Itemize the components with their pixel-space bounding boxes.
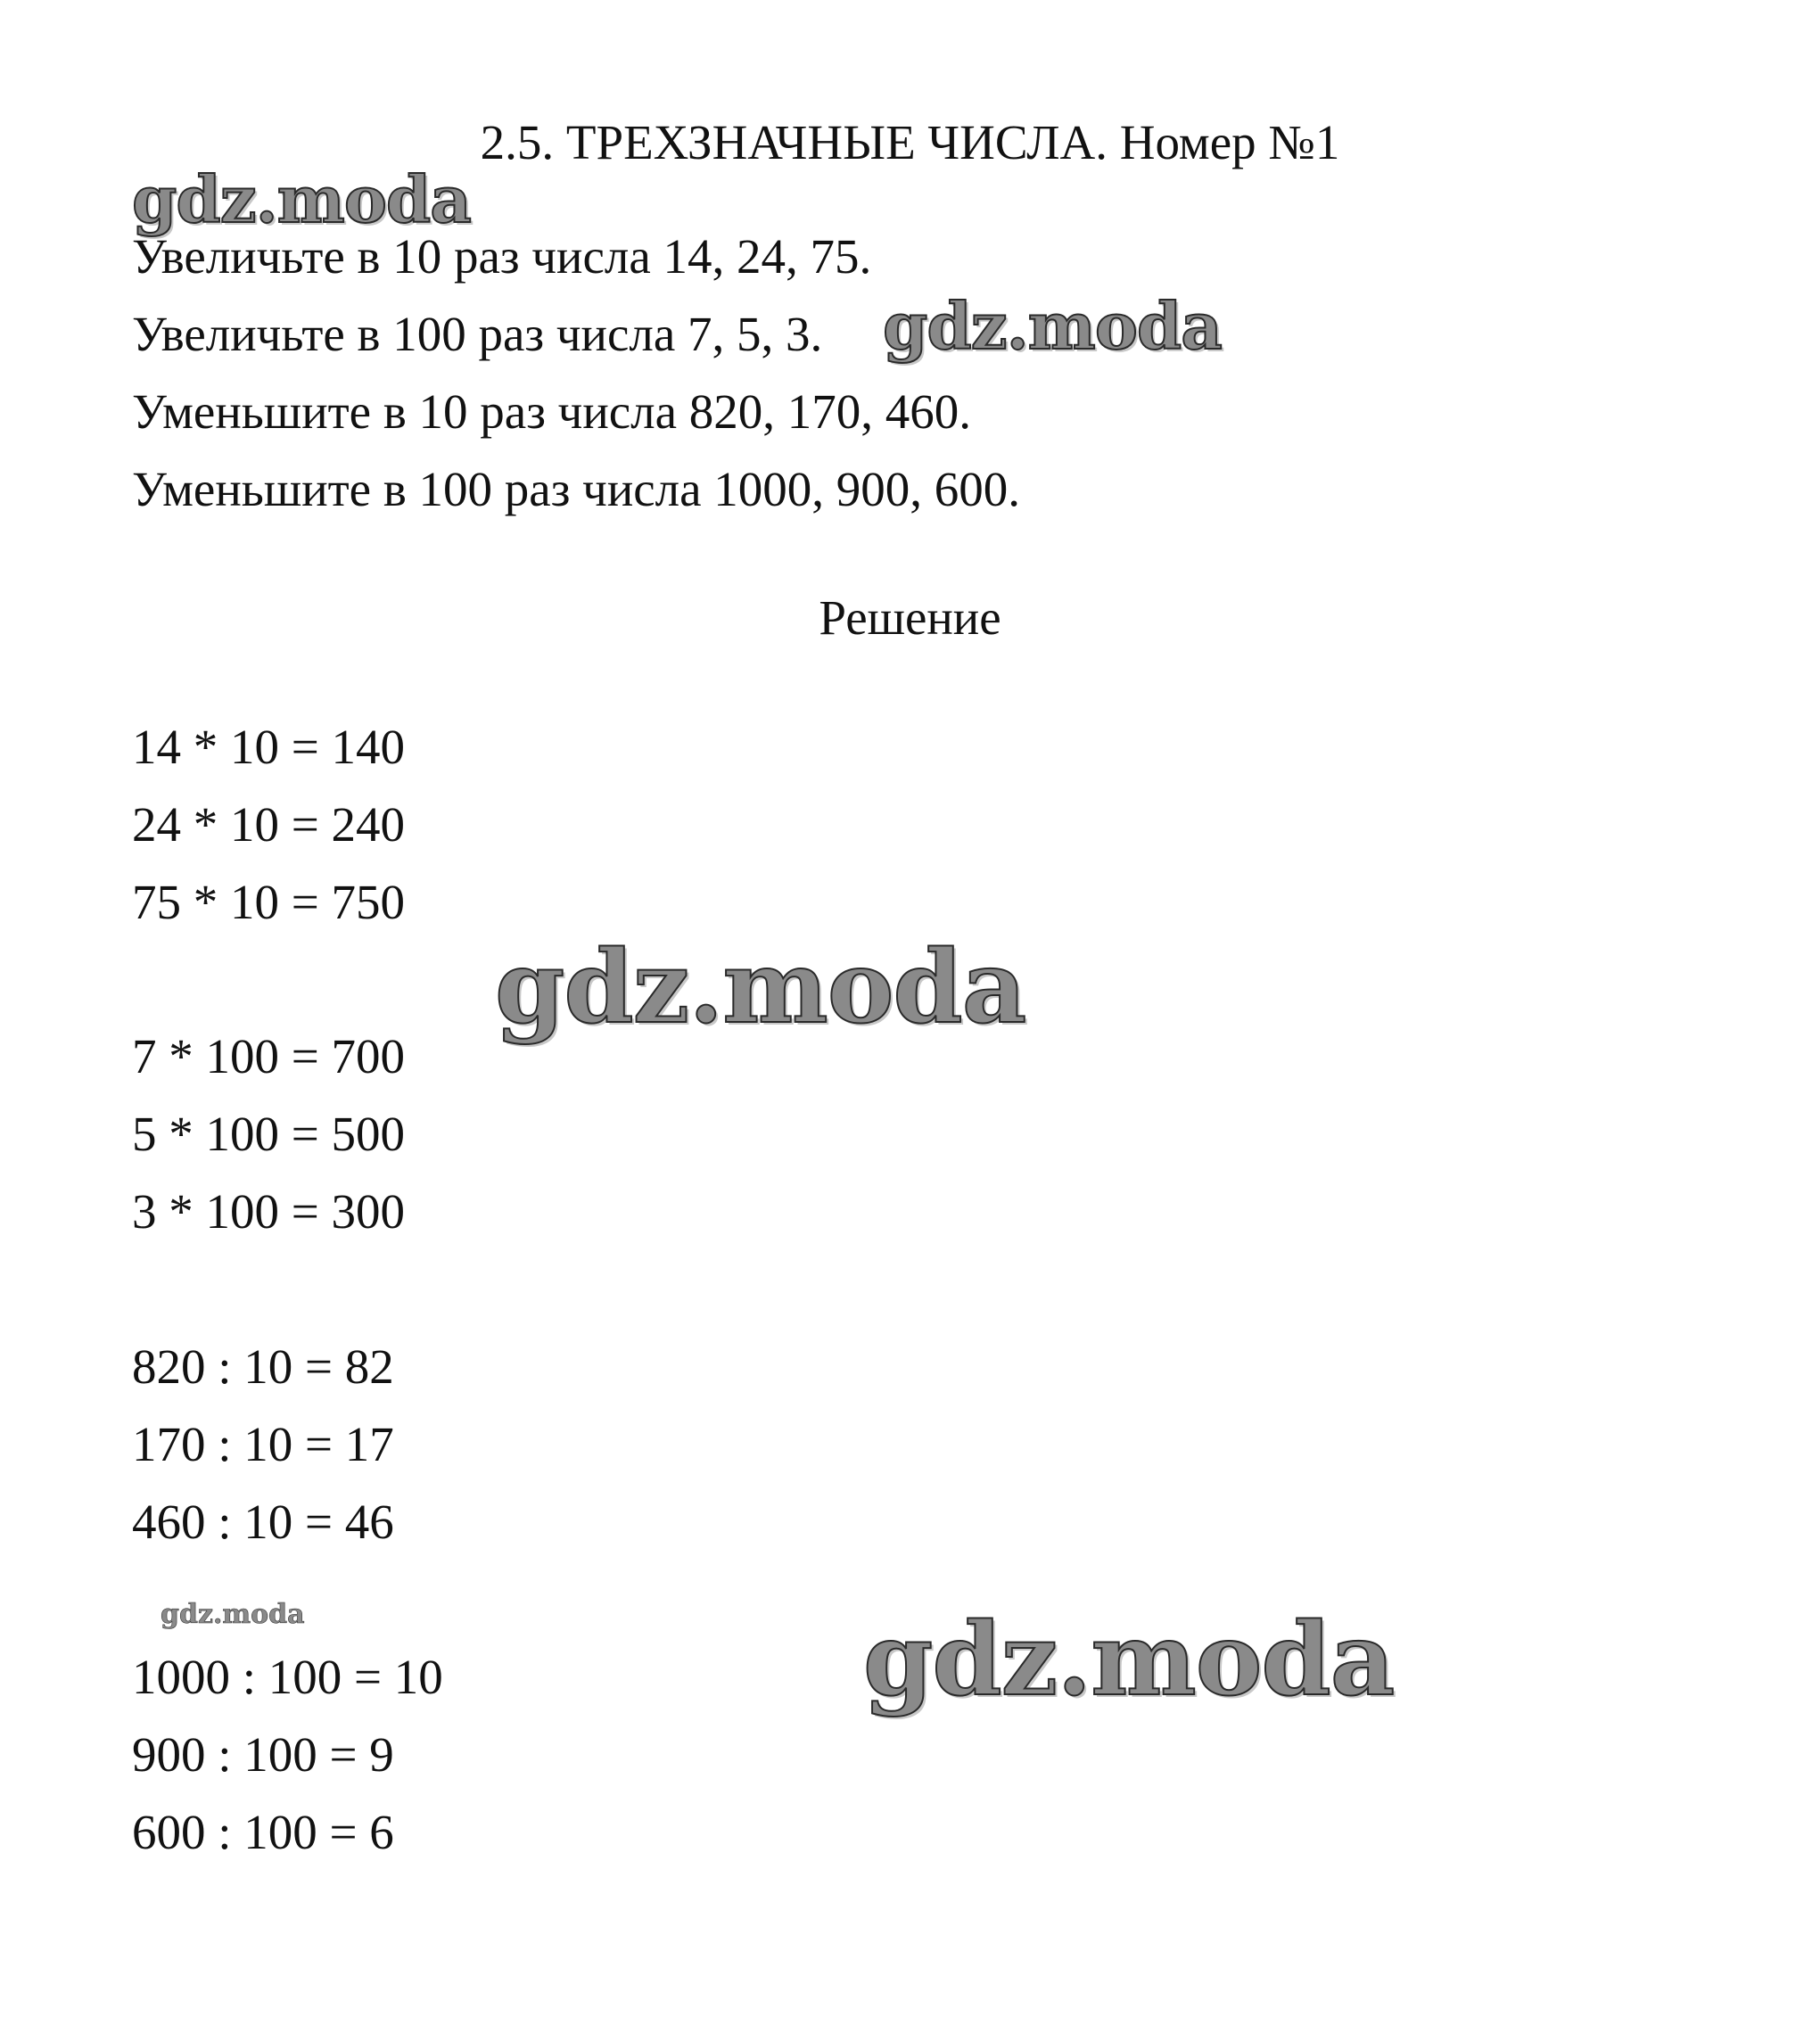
solution-line: 600 : 100 = 6 xyxy=(132,1805,394,1859)
task-line: Увеличьте в 100 раз числа 7, 5, 3. xyxy=(132,307,823,361)
watermark: gdz.moda xyxy=(863,1602,1395,1718)
solution-line: 820 : 10 = 82 xyxy=(132,1339,394,1394)
task-line: Увеличьте в 10 раз числа 14, 24, 75. xyxy=(132,229,872,284)
watermark: gdz.moda xyxy=(132,161,471,237)
solution-heading: Решение xyxy=(819,590,1001,645)
solution-line: 24 * 10 = 240 xyxy=(132,797,406,852)
watermark: gdz.moda xyxy=(495,929,1026,1046)
solution-line: 460 : 10 = 46 xyxy=(132,1495,394,1549)
solution-line: 75 * 10 = 750 xyxy=(132,875,406,929)
watermark: gdz.moda xyxy=(161,1599,305,1630)
solution-line: 1000 : 100 = 10 xyxy=(132,1650,443,1704)
solution-line: 5 * 100 = 500 xyxy=(132,1107,406,1161)
page-title: 2.5. ТРЕХЗНАЧНЫЕ ЧИСЛА. Номер №1 xyxy=(480,115,1340,169)
solution-line: 3 * 100 = 300 xyxy=(132,1184,406,1239)
task-line: Уменьшите в 10 раз числа 820, 170, 460. xyxy=(132,384,972,439)
watermark: gdz.moda xyxy=(883,288,1222,364)
solution-line: 7 * 100 = 700 xyxy=(132,1029,406,1083)
solution-line: 900 : 100 = 9 xyxy=(132,1727,394,1782)
solution-line: 14 * 10 = 140 xyxy=(132,720,406,774)
task-line: Уменьшите в 100 раз числа 1000, 900, 600. xyxy=(132,462,1021,516)
solution-line: 170 : 10 = 17 xyxy=(132,1417,394,1471)
